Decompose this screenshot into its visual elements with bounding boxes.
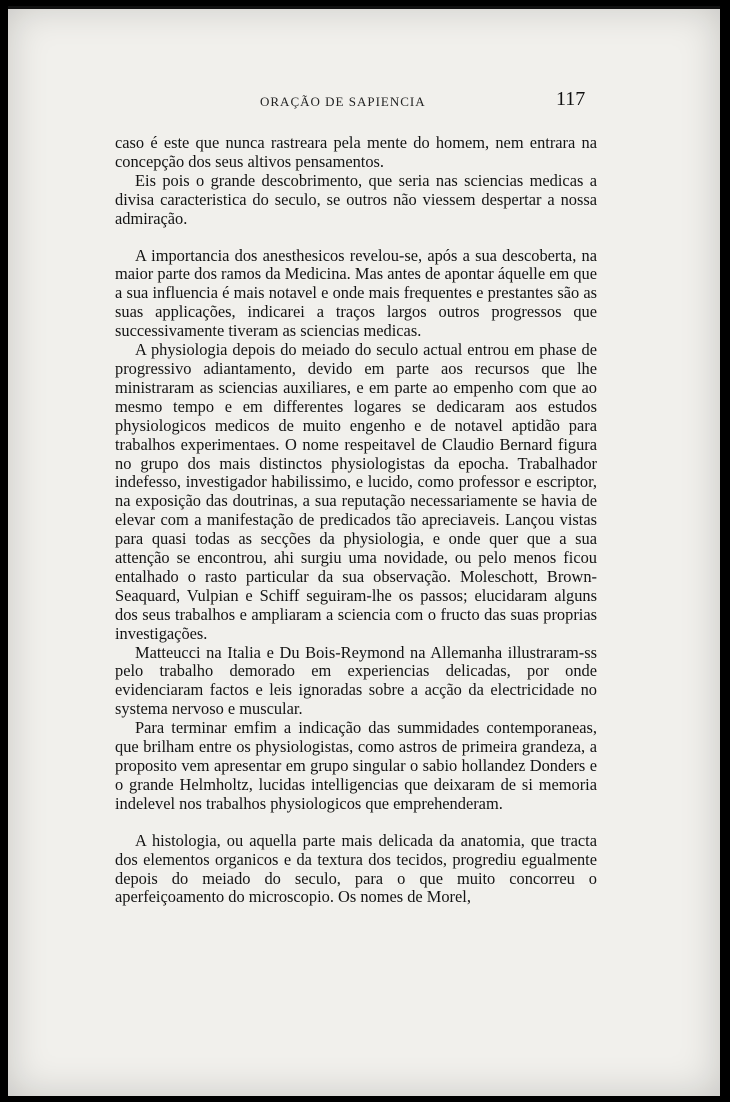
paragraph-6: Para terminar emfim a indicação das summidades contemporaneas, que brilham entre os physiologistas, como astros de primeira grandeza, a proposito vem apresentar em grupo singular o sabio hollandez Donders e o grande Helmholtz, lucidas intelligencias que deixaram de si memoria indelevel nos trabalhos physiologicos que emprehenderam. (115, 718, 597, 813)
running-title: ORAÇÃO DE SAPIENCIA (260, 94, 426, 109)
paragraph-4: A physiologia depois do meiado do seculo actual entrou em phase de progressivo adiantamento, devido em parte aos recursos que lhe ministraram as sciencias auxiliares, e em parte ao empenho com que ao mesmo tempo e em differentes logares se dedicaram aos estudos physiologicos medicos de muito engenho e de notavel aptidão para trabalhos experimentaes. O nome respeitavel de Claudio Bernard figura no grupo dos mais distinctos physiologistas da epocha. Trabalhador indefesso, investigador habilissimo, e lucido, como professor e escriptor, na exposição das doutrinas, a sua reputação necessariamente se havia de elevar com a manifestação de predicados tão apreciaveis. Lançou vistas para quasi todas as secções da physiologia, e onde quer que a sua attenção se encontrou, ahi surgiu uma novidade, ou pelo menos ficou entalhado o rasto particular da sua observação. Moleschott, Brown-Seaquard, Vulpian e Schiff seguiram-lhe os passos; elucidaram alguns dos seus trabalhos e ampliaram a sciencia com o fructo das suas proprias investigações. (115, 340, 597, 643)
paragraph-2: Eis pois o grande descobrimento, que seria nas sciencias medicas a divisa caracteristica do seculo, se outros não viessem despertar a nossa admiração. (115, 170, 597, 228)
book-page (8, 6, 720, 1096)
paragraph-5: Matteucci na Italia e Du Bois-Reymond na Allemanha illustraram-ss pelo trabalho demorado em experiencias delicadas, por onde evidenciaram factos e leis ignoradas sobre a acção da electricidade no systema nervoso e muscular. (115, 642, 597, 719)
page-header (8, 88, 720, 114)
paragraph-3: A importancia dos anesthesicos revelou-se, após a sua descoberta, na maior parte dos ramos da Medicina. Mas antes de apontar áquelle em que a sua influencia é mais notavel e onde mais frequentes e prestantes são as suas applicações, indicarei a traços largos outros progressos que successivamente tiveram as sciencias medicas. (115, 245, 597, 341)
paragraph-7: A histologia, ou aquella parte mais delicada da anatomia, que tracta dos elementos organicos e da textura dos tecidos, progrediu egualmente depois do meiado do seculo, para o que muito concorreu o aperfeiçoamento do microscopio. Os nomes de Morel, (115, 830, 597, 907)
page-number: 117 (556, 88, 586, 110)
paragraph-1: caso é este que nunca rastreara pela mente do homem, nem entrara na concepção dos seus altivos pensamentos. (115, 133, 597, 171)
body-text (115, 134, 597, 907)
